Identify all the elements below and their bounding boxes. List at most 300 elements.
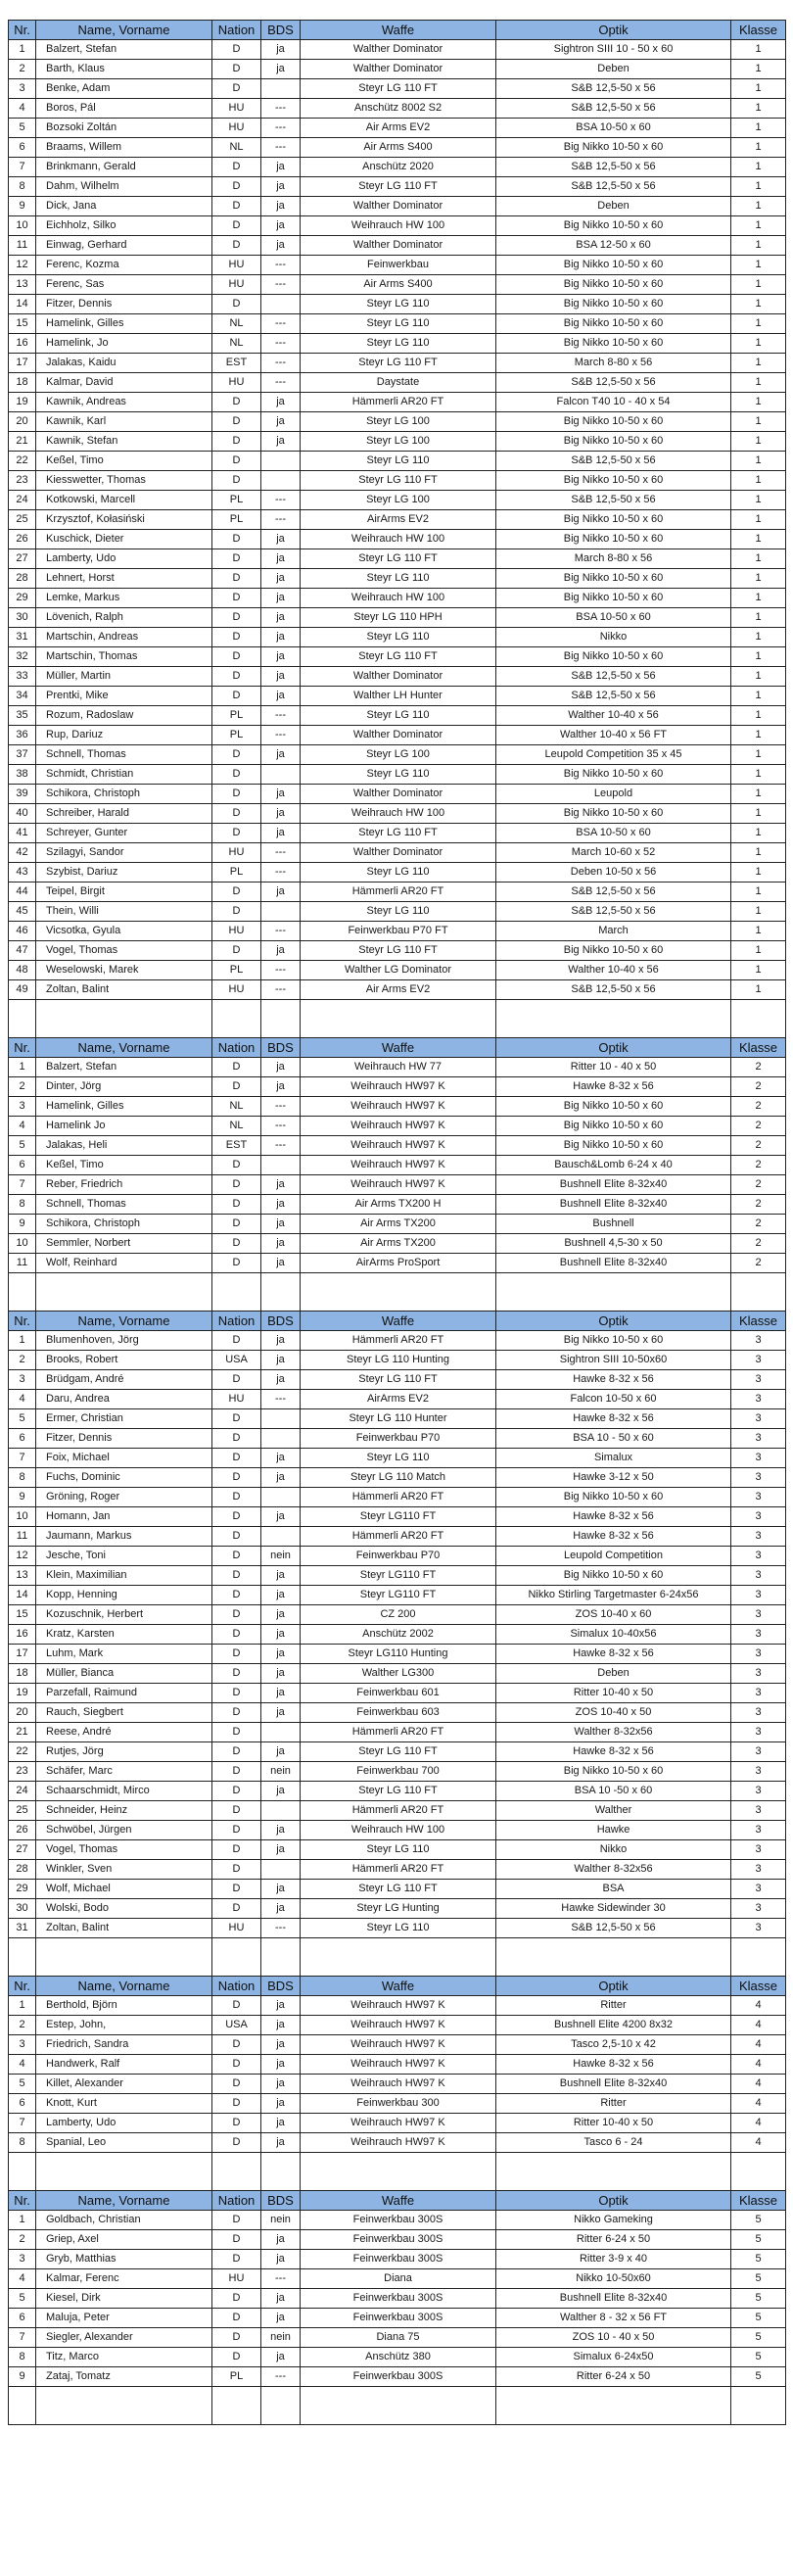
nr-cell: 35 — [9, 706, 36, 726]
table-row — [9, 334, 786, 354]
spacer-row — [9, 2387, 786, 2407]
bds-cell — [261, 1801, 301, 1821]
waffe-cell: Steyr LG 110 FT — [301, 1370, 496, 1390]
optik-cell: BSA 10-50 x 60 — [496, 119, 731, 138]
klasse-cell: 1 — [731, 608, 786, 628]
nr-cell: 38 — [9, 765, 36, 785]
name-cell: Rutjes, Jörg — [36, 1742, 212, 1762]
klasse-cell: 3 — [731, 1919, 786, 1938]
waffe-cell: Walther Dominator — [301, 197, 496, 216]
header-row-class-1 — [9, 21, 786, 40]
header-name: Name, Vorname — [36, 1312, 212, 1331]
waffe-cell: Walther Dominator — [301, 40, 496, 60]
table-row — [9, 99, 786, 119]
table-row — [9, 1880, 786, 1899]
waffe-cell: Feinwerkbau 603 — [301, 1703, 496, 1723]
bds-cell: --- — [261, 726, 301, 745]
waffe-cell: Walther Dominator — [301, 785, 496, 804]
name-cell: Martschin, Thomas — [36, 647, 212, 667]
nation-cell: NL — [212, 1097, 261, 1117]
name-cell: Dahm, Wilhelm — [36, 177, 212, 197]
optik-cell: Walther 10-40 x 56 — [496, 961, 731, 980]
optik-cell: Ritter 3-9 x 40 — [496, 2250, 731, 2269]
empty-cell — [261, 1019, 301, 1038]
name-cell: Kalmar, Ferenc — [36, 2269, 212, 2289]
optik-cell: Bushnell Elite 8-32x40 — [496, 1254, 731, 1273]
nr-cell: 43 — [9, 863, 36, 883]
klasse-cell: 3 — [731, 1370, 786, 1390]
table-row — [9, 1586, 786, 1605]
empty-cell — [301, 1273, 496, 1293]
header-nr: Nr. — [9, 1312, 36, 1331]
table-row — [9, 706, 786, 726]
table-row — [9, 1605, 786, 1625]
name-cell: Kalmar, David — [36, 373, 212, 393]
bds-cell: ja — [261, 1996, 301, 2016]
waffe-cell: Feinwerkbau P70 — [301, 1547, 496, 1566]
bds-cell: --- — [261, 2269, 301, 2289]
bds-cell: ja — [261, 1175, 301, 1195]
table-row — [9, 2114, 786, 2133]
klasse-cell: 1 — [731, 314, 786, 334]
bds-cell: ja — [261, 2094, 301, 2114]
nr-cell: 15 — [9, 314, 36, 334]
table-row — [9, 1547, 786, 1566]
table-row — [9, 1195, 786, 1215]
waffe-cell: Daystate — [301, 373, 496, 393]
klasse-cell: 2 — [731, 1215, 786, 1234]
nr-cell: 20 — [9, 412, 36, 432]
klasse-cell: 1 — [731, 471, 786, 491]
klasse-cell: 2 — [731, 1175, 786, 1195]
optik-cell: Hawke 8-32 x 56 — [496, 1370, 731, 1390]
klasse-cell: 5 — [731, 2230, 786, 2250]
bds-cell — [261, 452, 301, 471]
klasse-cell: 1 — [731, 354, 786, 373]
bds-cell: --- — [261, 334, 301, 354]
nation-cell: D — [212, 1645, 261, 1664]
name-cell: Benke, Adam — [36, 79, 212, 99]
empty-cell — [261, 2387, 301, 2407]
name-cell: Ferenc, Sas — [36, 275, 212, 295]
empty-cell — [261, 1273, 301, 1293]
bds-cell: --- — [261, 961, 301, 980]
nation-cell: NL — [212, 314, 261, 334]
table-row — [9, 40, 786, 60]
waffe-cell: Anschütz 380 — [301, 2348, 496, 2367]
table-row — [9, 1077, 786, 1097]
name-cell: Weselowski, Marek — [36, 961, 212, 980]
nr-cell: 28 — [9, 569, 36, 589]
klasse-cell: 1 — [731, 158, 786, 177]
table-row — [9, 1762, 786, 1782]
nr-cell: 3 — [9, 1370, 36, 1390]
name-cell: Wolf, Reinhard — [36, 1254, 212, 1273]
name-cell: Semmler, Norbert — [36, 1234, 212, 1254]
nation-cell: D — [212, 569, 261, 589]
empty-cell — [731, 1938, 786, 1958]
empty-cell — [261, 2153, 301, 2172]
optik-cell: Sightron SIII 10-50x60 — [496, 1351, 731, 1370]
bds-cell — [261, 1429, 301, 1449]
waffe-cell: Weihrauch HW97 K — [301, 1136, 496, 1156]
nr-cell: 3 — [9, 2250, 36, 2269]
klasse-cell: 3 — [731, 1527, 786, 1547]
nr-cell: 4 — [9, 1390, 36, 1409]
nr-cell: 18 — [9, 1664, 36, 1684]
klasse-cell: 3 — [731, 1488, 786, 1507]
nr-cell: 19 — [9, 393, 36, 412]
nr-cell: 4 — [9, 2055, 36, 2075]
klasse-cell: 1 — [731, 902, 786, 922]
waffe-cell: Anschütz 2020 — [301, 158, 496, 177]
name-cell: Szilagyi, Sandor — [36, 843, 212, 863]
table-row — [9, 863, 786, 883]
waffe-cell: Weihrauch HW 100 — [301, 804, 496, 824]
nation-cell: D — [212, 824, 261, 843]
klasse-cell: 2 — [731, 1077, 786, 1097]
nation-cell: D — [212, 1801, 261, 1821]
nr-cell: 10 — [9, 216, 36, 236]
header-waffe: Waffe — [301, 1977, 496, 1996]
optik-cell: Falcon 10-50 x 60 — [496, 1390, 731, 1409]
optik-cell: Big Nikko 10-50 x 60 — [496, 1136, 731, 1156]
bds-cell: ja — [261, 1195, 301, 1215]
spacer-row — [9, 1938, 786, 1958]
klasse-cell: 5 — [731, 2328, 786, 2348]
waffe-cell: Weihrauch HW97 K — [301, 2133, 496, 2153]
bds-cell: --- — [261, 2367, 301, 2387]
waffe-cell: Weihrauch HW97 K — [301, 2016, 496, 2035]
klasse-cell: 1 — [731, 412, 786, 432]
klasse-cell: 4 — [731, 2094, 786, 2114]
bds-cell: ja — [261, 941, 301, 961]
table-row — [9, 1625, 786, 1645]
waffe-cell: Steyr LG 110 — [301, 1840, 496, 1860]
header-bds: BDS — [261, 1312, 301, 1331]
bds-cell: --- — [261, 1117, 301, 1136]
nation-cell: D — [212, 2133, 261, 2153]
table-row — [9, 216, 786, 236]
name-cell: Estep, John, — [36, 2016, 212, 2035]
nr-cell: 2 — [9, 2016, 36, 2035]
empty-cell — [261, 2171, 301, 2191]
nation-cell: D — [212, 2328, 261, 2348]
bds-cell: ja — [261, 2348, 301, 2367]
nr-cell: 37 — [9, 745, 36, 765]
nr-cell: 3 — [9, 79, 36, 99]
table-row — [9, 1801, 786, 1821]
header-name: Name, Vorname — [36, 21, 212, 40]
header-nation: Nation — [212, 21, 261, 40]
klasse-cell: 3 — [731, 1586, 786, 1605]
klasse-cell: 1 — [731, 941, 786, 961]
bds-cell: ja — [261, 824, 301, 843]
nr-cell: 31 — [9, 1919, 36, 1938]
klasse-cell: 3 — [731, 1664, 786, 1684]
name-cell: Wolski, Bodo — [36, 1899, 212, 1919]
bds-cell: --- — [261, 138, 301, 158]
waffe-cell: Steyr LG110 Hunting — [301, 1645, 496, 1664]
waffe-cell: Feinwerkbau 300S — [301, 2230, 496, 2250]
nr-cell: 21 — [9, 1723, 36, 1742]
klasse-cell: 4 — [731, 2035, 786, 2055]
bds-cell: ja — [261, 1664, 301, 1684]
nation-cell: HU — [212, 1919, 261, 1938]
nr-cell: 30 — [9, 608, 36, 628]
name-cell: Brinkmann, Gerald — [36, 158, 212, 177]
waffe-cell: Steyr LG 110 Hunting — [301, 1351, 496, 1370]
name-cell: Luhm, Mark — [36, 1645, 212, 1664]
nation-cell: D — [212, 530, 261, 549]
nation-cell: D — [212, 1762, 261, 1782]
empty-cell — [496, 2406, 731, 2425]
nr-cell: 6 — [9, 1156, 36, 1175]
bds-cell: ja — [261, 2289, 301, 2309]
nr-cell: 1 — [9, 40, 36, 60]
waffe-cell: Steyr LG 110 — [301, 452, 496, 471]
nation-cell: D — [212, 1507, 261, 1527]
nr-cell: 8 — [9, 1468, 36, 1488]
waffe-cell: Walther Dominator — [301, 843, 496, 863]
nr-cell: 13 — [9, 275, 36, 295]
nation-cell: D — [212, 1254, 261, 1273]
nr-cell: 29 — [9, 589, 36, 608]
bds-cell — [261, 1488, 301, 1507]
nation-cell: D — [212, 1605, 261, 1625]
nr-cell: 14 — [9, 295, 36, 314]
waffe-cell: Weihrauch HW97 K — [301, 1996, 496, 2016]
bds-cell: --- — [261, 922, 301, 941]
table-row — [9, 2094, 786, 2114]
table-row — [9, 432, 786, 452]
optik-cell: Deben — [496, 197, 731, 216]
nr-cell: 2 — [9, 2230, 36, 2250]
name-cell: Schaarschmidt, Mirco — [36, 1782, 212, 1801]
name-cell: Lamberty, Udo — [36, 2114, 212, 2133]
nation-cell: D — [212, 295, 261, 314]
nation-cell: EST — [212, 354, 261, 373]
table-row — [9, 804, 786, 824]
waffe-cell: Steyr LG 110 — [301, 902, 496, 922]
optik-cell: S&B 12,5-50 x 56 — [496, 99, 731, 119]
nr-cell: 22 — [9, 452, 36, 471]
nr-cell: 7 — [9, 1449, 36, 1468]
table-row — [9, 295, 786, 314]
waffe-cell: Weihrauch HW97 K — [301, 1077, 496, 1097]
waffe-cell: Weihrauch HW 77 — [301, 1058, 496, 1077]
empty-cell — [301, 2171, 496, 2191]
nr-cell: 24 — [9, 1782, 36, 1801]
optik-cell: Bushnell Elite 8-32x40 — [496, 2289, 731, 2309]
empty-cell — [36, 1273, 212, 1293]
optik-cell: Big Nikko 10-50 x 60 — [496, 275, 731, 295]
optik-cell: S&B 12,5-50 x 56 — [496, 980, 731, 1000]
name-cell: Kawnik, Andreas — [36, 393, 212, 412]
table-row — [9, 1136, 786, 1156]
klasse-cell: 3 — [731, 1880, 786, 1899]
header-klasse: Klasse — [731, 1312, 786, 1331]
nr-cell: 17 — [9, 1645, 36, 1664]
nr-cell: 7 — [9, 2328, 36, 2348]
table-row — [9, 1429, 786, 1449]
bds-cell: --- — [261, 843, 301, 863]
table-row — [9, 354, 786, 373]
bds-cell: ja — [261, 216, 301, 236]
table-row — [9, 1097, 786, 1117]
name-cell: Daru, Andrea — [36, 1390, 212, 1409]
klasse-cell: 1 — [731, 295, 786, 314]
waffe-cell: Feinwerkbau 700 — [301, 1762, 496, 1782]
optik-cell: BSA 10-50 x 60 — [496, 824, 731, 843]
nr-cell: 5 — [9, 119, 36, 138]
header-waffe: Waffe — [301, 1312, 496, 1331]
table-row — [9, 1919, 786, 1938]
optik-cell: Big Nikko 10-50 x 60 — [496, 569, 731, 589]
waffe-cell: Feinwerkbau 601 — [301, 1684, 496, 1703]
empty-cell — [301, 2406, 496, 2425]
klasse-cell: 4 — [731, 2133, 786, 2153]
klasse-cell: 4 — [731, 2055, 786, 2075]
nation-cell: D — [212, 2230, 261, 2250]
name-cell: Schnell, Thomas — [36, 1195, 212, 1215]
name-cell: Lövenich, Ralph — [36, 608, 212, 628]
name-cell: Müller, Martin — [36, 667, 212, 687]
klasse-cell: 3 — [731, 1449, 786, 1468]
empty-cell — [496, 2153, 731, 2172]
klasse-cell: 3 — [731, 1390, 786, 1409]
waffe-cell: Feinwerkbau 300S — [301, 2211, 496, 2230]
bds-cell — [261, 902, 301, 922]
nr-cell: 10 — [9, 1507, 36, 1527]
waffe-cell: Steyr LG Hunting — [301, 1899, 496, 1919]
optik-cell: Bushnell 4,5-30 x 50 — [496, 1234, 731, 1254]
waffe-cell: Hämmerli AR20 FT — [301, 1331, 496, 1351]
table-row — [9, 530, 786, 549]
optik-cell: ZOS 10-40 x 50 — [496, 1703, 731, 1723]
table-row — [9, 1782, 786, 1801]
waffe-cell: Air Arms TX200 — [301, 1215, 496, 1234]
name-cell: Blumenhoven, Jörg — [36, 1331, 212, 1351]
klasse-cell: 3 — [731, 1429, 786, 1449]
table-row — [9, 373, 786, 393]
header-bds: BDS — [261, 2191, 301, 2211]
nation-cell: D — [212, 1899, 261, 1919]
optik-cell: Simalux — [496, 1449, 731, 1468]
header-bds: BDS — [261, 1038, 301, 1058]
empty-cell — [301, 1000, 496, 1020]
empty-cell — [496, 2171, 731, 2191]
empty-cell — [496, 1019, 731, 1038]
optik-cell: Deben 10-50 x 56 — [496, 863, 731, 883]
nation-cell: D — [212, 745, 261, 765]
optik-cell: Hawke 8-32 x 56 — [496, 2055, 731, 2075]
table-row — [9, 1566, 786, 1586]
nation-cell: PL — [212, 706, 261, 726]
table-row — [9, 2309, 786, 2328]
optik-cell: S&B 12,5-50 x 56 — [496, 452, 731, 471]
header-nation: Nation — [212, 2191, 261, 2211]
table-row — [9, 980, 786, 1000]
optik-cell: Big Nikko 10-50 x 60 — [496, 295, 731, 314]
klasse-cell: 3 — [731, 1507, 786, 1527]
klasse-cell: 2 — [731, 1254, 786, 1273]
waffe-cell: Anschütz 8002 S2 — [301, 99, 496, 119]
empty-cell — [36, 1957, 212, 1977]
klasse-cell: 1 — [731, 236, 786, 256]
nr-cell: 33 — [9, 667, 36, 687]
name-cell: Keßel, Timo — [36, 1156, 212, 1175]
header-nr: Nr. — [9, 1038, 36, 1058]
optik-cell: Ritter 10 - 40 x 50 — [496, 1058, 731, 1077]
optik-cell: Deben — [496, 1664, 731, 1684]
waffe-cell: Weihrauch HW97 K — [301, 2035, 496, 2055]
klasse-cell: 2 — [731, 1136, 786, 1156]
waffe-cell: Weihrauch HW 100 — [301, 1821, 496, 1840]
name-cell: Kawnik, Stefan — [36, 432, 212, 452]
nr-cell: 40 — [9, 804, 36, 824]
table-row — [9, 1860, 786, 1880]
spacer-row — [9, 1000, 786, 1020]
header-nr: Nr. — [9, 1977, 36, 1996]
waffe-cell: AirArms EV2 — [301, 510, 496, 530]
nr-cell: 13 — [9, 1566, 36, 1586]
nr-cell: 4 — [9, 2269, 36, 2289]
table-row — [9, 177, 786, 197]
nation-cell: D — [212, 2250, 261, 2269]
bds-cell: ja — [261, 1449, 301, 1468]
bds-cell: --- — [261, 256, 301, 275]
header-klasse: Klasse — [731, 1038, 786, 1058]
table-row — [9, 1409, 786, 1429]
table-row — [9, 902, 786, 922]
name-cell: Vogel, Thomas — [36, 941, 212, 961]
table-row — [9, 1821, 786, 1840]
nr-cell: 6 — [9, 2094, 36, 2114]
nation-cell: HU — [212, 843, 261, 863]
table-row — [9, 2328, 786, 2348]
name-cell: Fuchs, Dominic — [36, 1468, 212, 1488]
waffe-cell: Anschütz 2002 — [301, 1625, 496, 1645]
bds-cell: ja — [261, 1234, 301, 1254]
header-bds: BDS — [261, 21, 301, 40]
nr-cell: 9 — [9, 1215, 36, 1234]
nr-cell: 39 — [9, 785, 36, 804]
bds-cell: ja — [261, 393, 301, 412]
name-cell: Homann, Jan — [36, 1507, 212, 1527]
table-row — [9, 1527, 786, 1547]
table-row — [9, 1664, 786, 1684]
name-cell: Schwöbel, Jürgen — [36, 1821, 212, 1840]
table-row — [9, 1370, 786, 1390]
header-optik: Optik — [496, 1038, 731, 1058]
waffe-cell: Weihrauch HW97 K — [301, 1097, 496, 1117]
name-cell: Balzert, Stefan — [36, 40, 212, 60]
bds-cell: --- — [261, 706, 301, 726]
table-row — [9, 883, 786, 902]
nation-cell: D — [212, 941, 261, 961]
table-row — [9, 2055, 786, 2075]
bds-cell: --- — [261, 510, 301, 530]
waffe-cell: Steyr LG 110 FT — [301, 1782, 496, 1801]
empty-cell — [9, 2171, 36, 2191]
bds-cell: ja — [261, 1899, 301, 1919]
nation-cell: D — [212, 883, 261, 902]
waffe-cell: Steyr LG 110 — [301, 628, 496, 647]
nation-cell: D — [212, 1821, 261, 1840]
nation-cell: D — [212, 1331, 261, 1351]
klasse-cell: 1 — [731, 530, 786, 549]
